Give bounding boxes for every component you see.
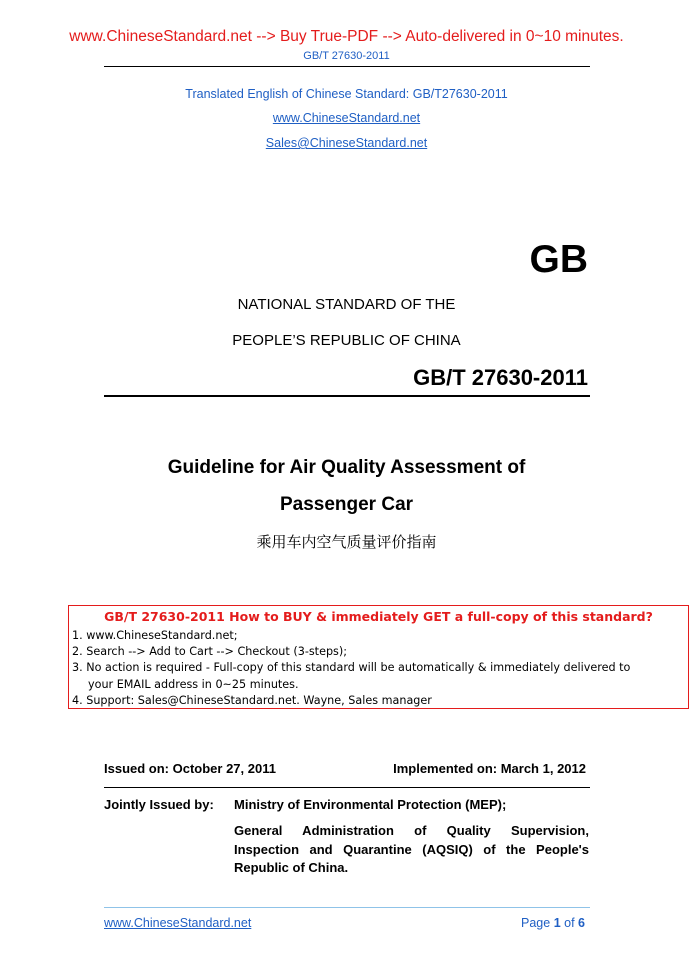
header-rule (104, 66, 590, 67)
title-chinese: 乘用车内空气质量评价指南 (256, 534, 437, 551)
issuer-mep: Ministry of Environmental Protection (MEP); (234, 797, 507, 812)
implemented-date: Implemented on: March 1, 2012 (393, 761, 586, 776)
cover-rule (104, 395, 590, 397)
buy-box-title: GB/T 27630-2011 How to BUY & immediately GET a full-copy of this standard? (104, 609, 653, 624)
buy-instructions-box (68, 605, 689, 709)
jointly-issued-label: Jointly Issued by: (104, 797, 214, 812)
buy-step-4: 4. Support: Sales@ChineseStandard.net. Wayne, Sales manager (72, 694, 432, 707)
national-standard-line-2: PEOPLE’S REPUBLIC OF CHINA (232, 332, 461, 349)
issue-rule (104, 787, 590, 788)
website-link-wrap (0, 111, 693, 125)
title-line-2: Passenger Car (279, 494, 414, 515)
issuer-aqsiq: General Administration of Quality Supervision, Inspection and Quarantine (AQSIQ) of the People's Republic of China. (234, 823, 589, 875)
footer-rule (104, 907, 590, 908)
footer-website-link[interactable]: www.ChineseStandard.net (104, 916, 252, 930)
website-link[interactable]: www.ChineseStandard.net (272, 111, 421, 125)
page-total: 6 (578, 916, 585, 930)
buy-step-2: 2. Search --> Add to Cart --> Checkout (3-steps); (72, 645, 348, 658)
buy-step-3: 3. No action is required - Full-copy of this standard will be automatically & immediately delivered to (72, 661, 631, 674)
buy-step-3-continued: your EMAIL address in 0~25 minutes. (88, 678, 299, 691)
header-standard-code: GB/T 27630-2011 (303, 50, 390, 62)
footer-website-wrap (104, 916, 251, 930)
gb-mark: GB (529, 238, 588, 281)
page-current: 1 (553, 916, 561, 930)
translated-notice: Translated English of Chinese Standard: GB/T27630-2011 (185, 87, 508, 101)
sales-email-wrap (0, 136, 693, 150)
issued-date: Issued on: October 27, 2011 (104, 761, 276, 776)
sales-email-link[interactable]: Sales@ChineseStandard.net (265, 136, 428, 150)
page-of: of (564, 916, 575, 930)
page-word: Page (521, 916, 551, 930)
page-indicator (521, 916, 585, 930)
title-line-1: Guideline for Air Quality Assessment of (167, 457, 526, 478)
top-banner-link[interactable]: www.ChineseStandard.net --> Buy True-PDF --> Auto-delivered in 0~10 minutes. (69, 28, 624, 45)
national-standard-line-1: NATIONAL STANDARD OF THE (237, 296, 456, 313)
buy-step-1: 1. www.ChineseStandard.net; (72, 629, 238, 642)
standard-number: GB/T 27630-2011 (413, 365, 588, 390)
